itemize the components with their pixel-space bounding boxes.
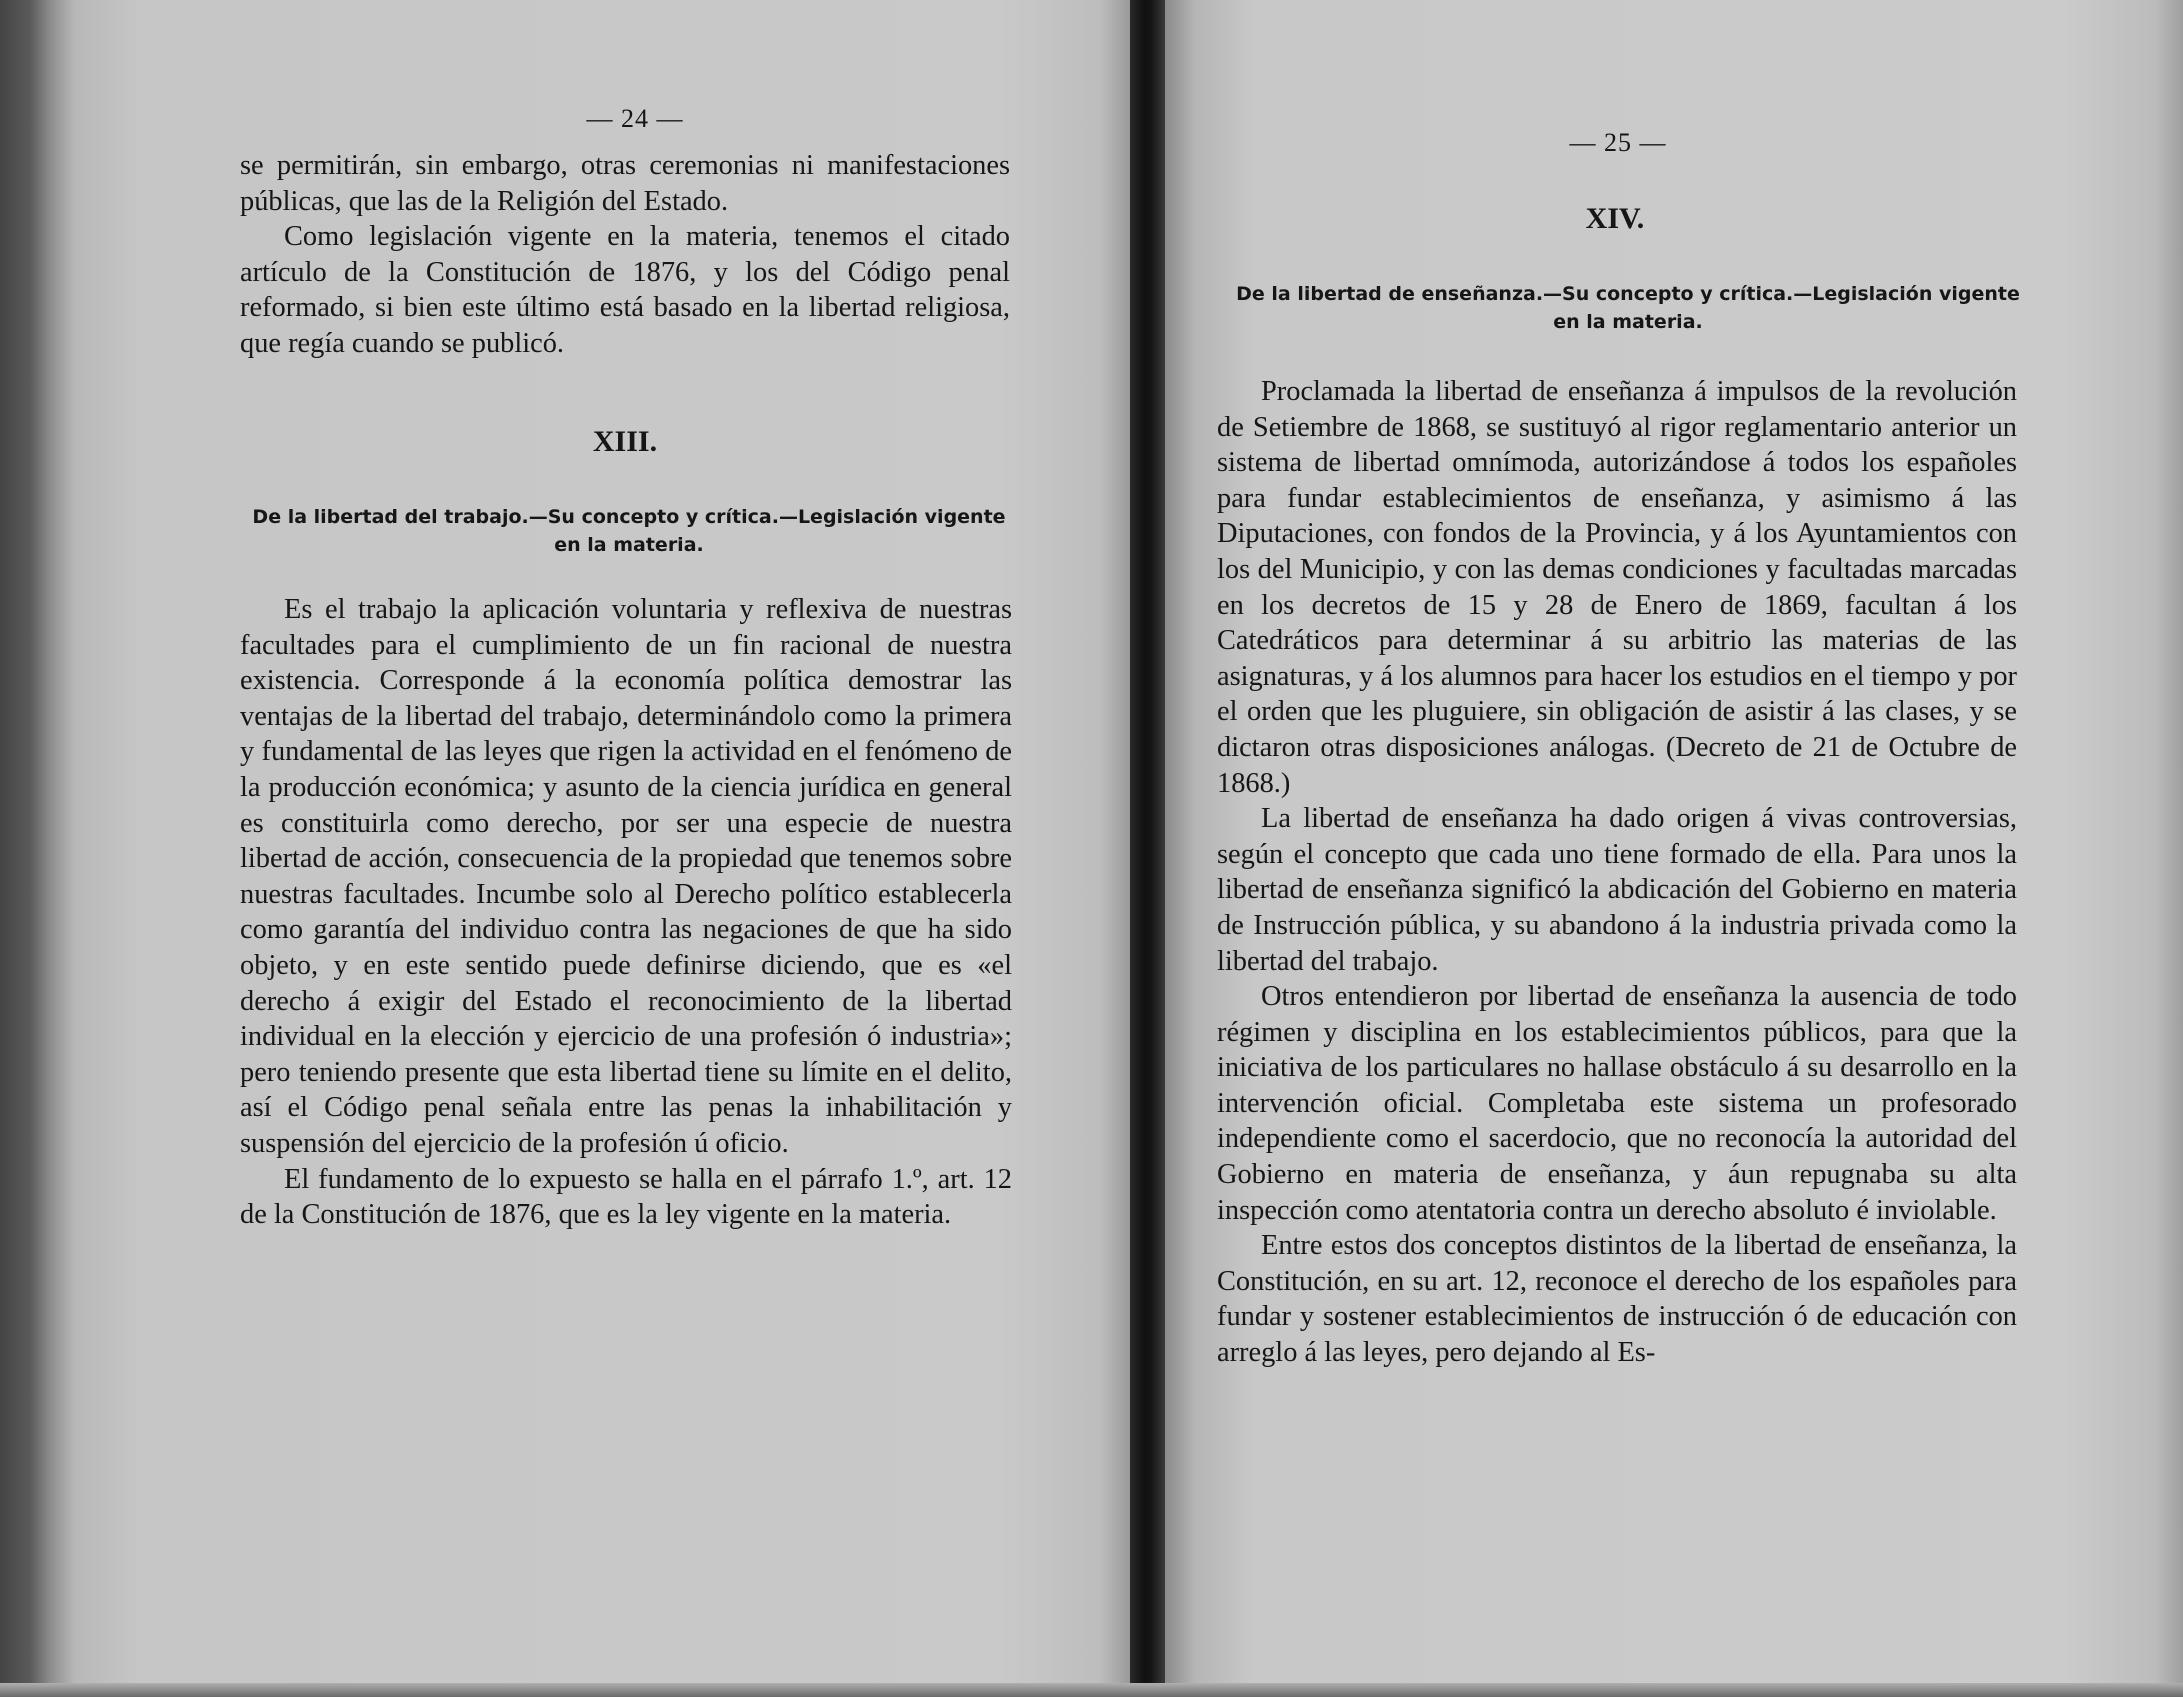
paragraph: Otros entendieron por libertad de enseñanza la ausencia de todo régimen y disciplina en los establecimientos públicos, para que la iniciativa de los particulares no hallase obstáculo á su desarrollo en la intervención oficial. Completaba este sistema un profesorado independiente como el sacerdocio, que no reconocía la autoridad del Gobierno en materia de enseñanza, y áun repugnaba su alta inspección como atentatoria contra un derecho absoluto é inviolable.: [1217, 981, 2017, 1226]
page-bottom-edge: [0, 1683, 2183, 1697]
page-number: — 24 —: [586, 104, 684, 133]
chapter-body: [240, 592, 1012, 1233]
book-gutter: [1130, 0, 1165, 1697]
paragraph: La libertad de enseñanza ha dado origen á vivas controversias, según el concepto que cada uno tiene formado de ella. Para unos la libertad de enseñanza significó la abdicación del Gobierno en materia de Instrucción pública, y su abandono á la industria privada como la libertad del trabajo.: [1217, 803, 2017, 977]
chapter-summary: De la libertad del trabajo.—Su concepto y crítica.—Legislación vigente en la materia.: [252, 506, 1006, 556]
paragraph: Proclamada la libertad de enseñanza á impulsos de la revolución de Setiembre de 1868, se sustituyó al rigor reglamentario anterior un sistema de libertad omnímoda, autorizándose á todos los españoles para fundar establecimientos de enseñanza, y asimismo á las Diputaciones, con fondos de la Provincia, y á los Ayuntamientos con los del Municipio, y con las demas condiciones y facultadas marcadas en los decretos de 15 y 28 de Enero de 1869, facultan á los Catedráticos para determinar á su arbitrio las materias de las asignaturas, y á los alumnos para hacer los estudios en el tiempo y por el orden que les pluguiere, sin obligación de asistir á las clases, y se dictaron otras disposiciones análogas. (Decreto de 21 de Octubre de 1868.): [1217, 376, 2017, 799]
paragraph: Es el trabajo la aplicación voluntaria y reflexiva de nuestras facultades para el cumplimiento de un fin racional de nuestra existencia. Corresponde á la economía política demostrar las ventajas de la libertad del trabajo, determinándolo como la primera y fundamental de las leyes que rigen la actividad en el fenómeno de la producción económica; y asunto de la ciencia jurídica en general es constituirla como derecho, por ser una especie de nuestra libertad de acción, consecuencia de la propiedad que tenemos sobre nuestras facultades. Incumbe solo al Derecho político establecerla como garantía del individuo contra las negaciones de que ha sido objeto, y en este sentido puede definirse diciendo, que es «el derecho á exigir del Estado el reconocimiento de la libertad individual en la elección y ejercicio de una profesión ó industria»; pero teniendo presente que esta libertad tiene su límite en el delito, así el Código penal señala entre las penas la inhabilitación y suspensión del ejercicio de la profesión ú oficio.: [240, 594, 1012, 1159]
opening-text: [240, 148, 1010, 362]
paragraph: Como legislación vigente en la materia, tenemos el citado artículo de la Constitución de 1876, y los del Código penal reformado, si bien este último está basado en la libertad religiosa, que regía cuando se publicó.: [240, 221, 1010, 359]
chapter-body: [1217, 374, 2017, 1371]
paragraph: Entre estos dos conceptos distintos de la libertad de enseñanza, la Constitución, en su art. 12, reconoce el derecho de los españoles para fundar y sostener establecimientos de instrucción ó de educación con arreglo á las leyes, pero dejando al Es-: [1217, 1230, 2017, 1369]
chapter-summary: De la libertad de enseñanza.—Su concepto y crítica.—Legislación vigente en la materia.: [1236, 283, 2020, 333]
chapter-number: XIII.: [592, 425, 658, 458]
page-number: — 25 —: [1569, 128, 1667, 157]
paragraph: se permitirán, sin embargo, otras ceremonias ni manifestaciones públicas, que las de la Religión del Estado.: [240, 150, 1010, 217]
paragraph: El fundamento de lo expuesto se halla en el párrafo 1.º, art. 12 de la Constitución de 1876, que es la ley vigente en la materia.: [240, 1163, 1012, 1231]
right-page: [1165, 0, 2183, 1697]
chapter-number: XIV.: [1585, 202, 1645, 235]
